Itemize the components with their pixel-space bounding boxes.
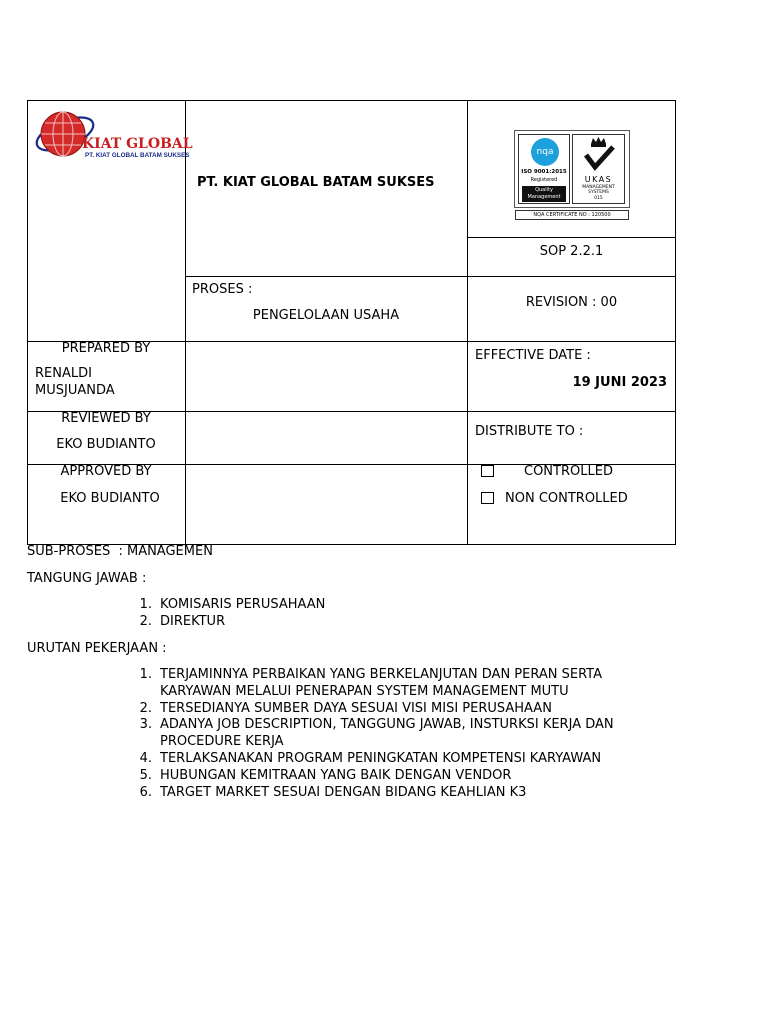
urutan-pekerjaan-list bbox=[137, 667, 614, 801]
list-item-number: 2. bbox=[139, 613, 152, 629]
prepared-by-label: PREPARED BY bbox=[61, 341, 151, 356]
revision: REVISION : 00 bbox=[525, 295, 618, 310]
management-text: Management bbox=[527, 194, 561, 200]
list-item-text-line1: TERSEDIANYA SUMBER DAYA SESUAI VISI MISI PERUSAHAAN bbox=[160, 700, 552, 716]
list-item bbox=[137, 667, 614, 701]
list-item bbox=[137, 751, 614, 768]
list-item-text-line1: TERLAKSANAKAN PROGRAM PENINGKATAN KOMPETENSI KARYAWAN bbox=[160, 750, 602, 766]
prepared-by-name-line1: RENALDI bbox=[35, 366, 92, 381]
table-hline bbox=[467, 237, 676, 238]
list-item-number: 4. bbox=[139, 750, 152, 766]
company-title: PT. KIAT GLOBAL BATAM SUKSES bbox=[197, 175, 435, 190]
tanggung-jawab-list bbox=[137, 597, 325, 631]
list-item-number: 1. bbox=[139, 667, 152, 682]
ukas-panel bbox=[572, 134, 625, 204]
iso-text: ISO 9001:2015 bbox=[521, 169, 567, 175]
ukas-number: 015 bbox=[594, 196, 603, 201]
effective-date-value: 19 JUNI 2023 bbox=[572, 375, 667, 390]
tanggung-jawab-label: TANGUNG JAWAB : bbox=[27, 571, 147, 586]
crown-checkmark-icon bbox=[573, 135, 624, 175]
approved-by-name: EKO BUDIANTO bbox=[60, 491, 160, 506]
list-item-number: 1. bbox=[139, 597, 152, 612]
list-item-text: KOMISARIS PERUSAHAAN bbox=[160, 597, 326, 612]
ukas-sub2: SYSTEMS bbox=[588, 190, 609, 195]
registered-text: Registered bbox=[530, 177, 558, 183]
company-logo bbox=[35, 106, 193, 164]
list-item bbox=[137, 768, 614, 785]
list-item-number: 2. bbox=[139, 700, 152, 716]
nqa-panel bbox=[518, 134, 570, 204]
list-item-text-line1: TERJAMINNYA PERBAIKAN YANG BERKELANJUTAN DAN PERAN SERTA bbox=[160, 667, 602, 682]
quality-box bbox=[522, 186, 566, 202]
certificate-number: NQA CERTIFICATE NO : 120500 bbox=[515, 210, 629, 220]
reviewed-by-name: EKO BUDIANTO bbox=[56, 437, 156, 452]
reviewed-by-label: REVIEWED BY bbox=[61, 411, 151, 426]
list-item-text-line2: KARYAWAN MELALUI PENERAPAN SYSTEM MANAGEMENT MUTU bbox=[160, 683, 569, 699]
urutan-pekerjaan-label: URUTAN PEKERJAAN : bbox=[27, 641, 167, 656]
list-item-text-line2: PROCEDURE KERJA bbox=[160, 734, 284, 750]
controlled-label: CONTROLLED bbox=[524, 464, 613, 479]
list-item bbox=[137, 701, 614, 718]
logo-subtitle: PT. KIAT GLOBAL BATAM SUKSES bbox=[85, 152, 190, 159]
list-item-number: 5. bbox=[139, 767, 152, 783]
list-item-text-line1: HUBUNGAN KEMITRAAN YANG BAIK DENGAN VENDOR bbox=[160, 767, 512, 783]
quality-text: Quality bbox=[535, 187, 553, 193]
non-controlled-checkbox[interactable] bbox=[481, 492, 494, 504]
list-item-text-line1: TARGET MARKET SESUAI DENGAN BIDANG KEAHLIAN K3 bbox=[160, 784, 527, 800]
logo-brand bbox=[82, 136, 193, 152]
table-vline bbox=[467, 100, 468, 545]
list-item-text: DIREKTUR bbox=[160, 613, 226, 629]
prepared-by-name-line2: MUSJUANDA bbox=[35, 383, 115, 398]
nqa-logo-text: nqa bbox=[536, 147, 554, 157]
nqa-logo-icon bbox=[531, 138, 559, 166]
list-item bbox=[137, 614, 325, 631]
certification-badge bbox=[514, 130, 631, 222]
sub-proses: SUB-PROSES : MANAGEMEN bbox=[27, 544, 213, 559]
controlled-checkbox[interactable] bbox=[481, 465, 494, 477]
list-item-text-line1: ADANYA JOB DESCRIPTION, TANGGUNG JAWAB, INSTURKSI KERJA DAN bbox=[160, 717, 614, 733]
list-item-number: 6. bbox=[139, 784, 152, 800]
ukas-sub1: MANAGEMENT bbox=[582, 185, 615, 190]
sop-number: SOP 2.2.1 bbox=[539, 244, 604, 259]
list-item-number: 3. bbox=[139, 717, 152, 733]
non-controlled-label: NON CONTROLLED bbox=[505, 491, 628, 506]
distribute-to-label: DISTRIBUTE TO : bbox=[475, 424, 584, 439]
approved-by-label: APPROVED BY bbox=[60, 464, 152, 479]
list-item bbox=[137, 717, 614, 751]
list-item bbox=[137, 785, 614, 802]
ukas-text: UKAS bbox=[584, 175, 613, 184]
proses-label: PROSES : bbox=[192, 282, 253, 297]
effective-date-label: EFFECTIVE DATE : bbox=[475, 348, 591, 363]
list-item bbox=[137, 597, 325, 614]
table-hline bbox=[185, 276, 676, 277]
proses-value: PENGELOLAAN USAHA bbox=[252, 308, 400, 323]
logo-brand-text: KIAT GLOBAL bbox=[82, 136, 193, 152]
